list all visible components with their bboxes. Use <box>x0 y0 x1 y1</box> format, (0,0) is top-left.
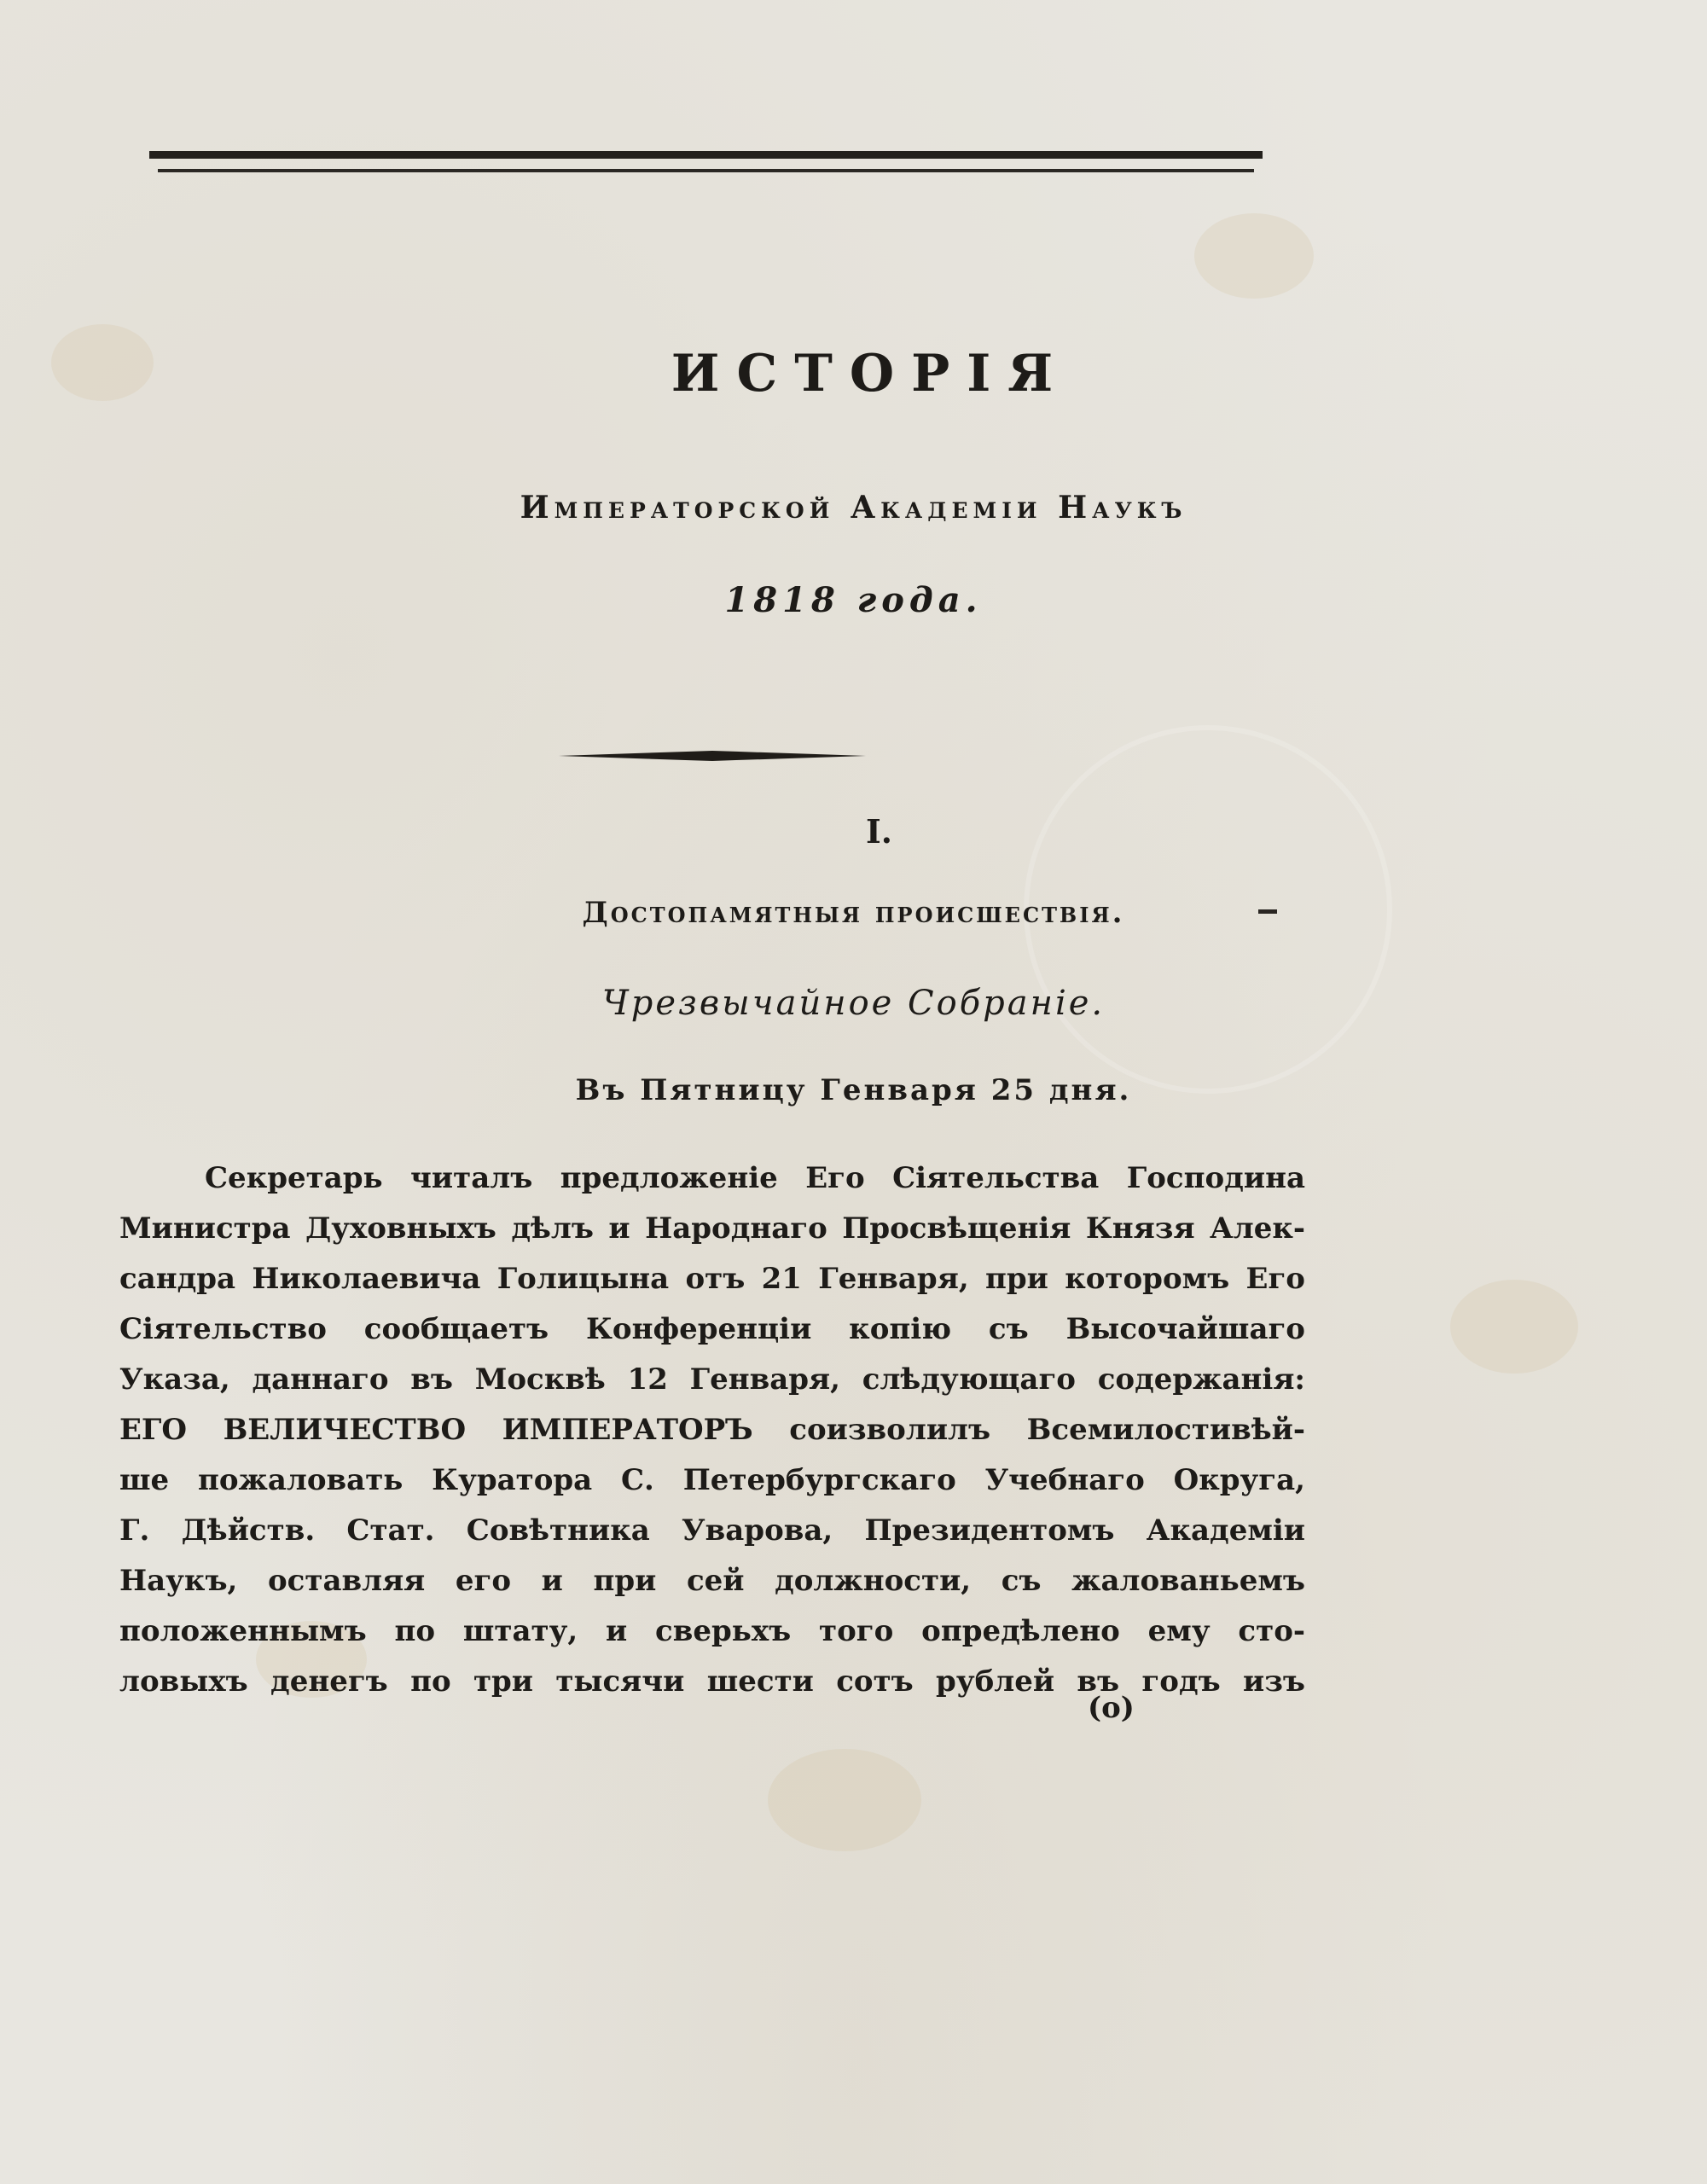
body-line: сандра Николаевича Голицына отъ 21 Генваря, при которомъ Его <box>119 1262 1305 1296</box>
catchword: (о) <box>1088 1691 1135 1725</box>
header-rule-thin <box>158 169 1254 172</box>
body-line: ловыхъ денегъ по три тысячи шести сотъ рублей въ годъ изъ <box>119 1664 1305 1699</box>
body-text <box>119 1153 1305 1707</box>
header-rule-thick <box>149 151 1263 159</box>
body-line: Министра Духовныхъ дѣлъ и Народнаго Просвѣщенія Князя Алек- <box>119 1211 1305 1246</box>
session-title: Чрезвычайное Собраніе. <box>601 984 1106 1023</box>
body-line: Секретарь читалъ предложеніе Его Сіятельства Господина <box>205 1161 1305 1195</box>
foxing-stain <box>768 1749 921 1851</box>
page-title: ИСТОРІЯ <box>671 344 1071 404</box>
margin-dash <box>1258 909 1277 914</box>
foxing-stain <box>1450 1280 1578 1374</box>
body-line: ше пожаловать Куратора С. Петербургскаго Учебнаго Округа, <box>119 1463 1305 1497</box>
foxing-stain <box>1194 213 1314 299</box>
body-line: Указа, даннаго въ Москвѣ 12 Генваря, слѣдующаго содержанія: <box>119 1362 1305 1397</box>
body-line: Г. Дѣйств. Стат. Совѣтника Уварова, Президентомъ Академіи <box>119 1513 1305 1548</box>
session-date: Въ Пятницу Генваря 25 дня. <box>575 1073 1132 1107</box>
ornamental-rule <box>559 751 866 761</box>
section-number: I. <box>865 812 892 851</box>
year-line: 1818 года. <box>724 580 983 620</box>
page-subtitle: Императорской Академіи Наукъ <box>520 490 1187 526</box>
body-line: ЕГО ВЕЛИЧЕСТВО ИМПЕРАТОРЪ соизволилъ Всемилостивѣй- <box>119 1413 1305 1447</box>
section-heading: Достопамятныя происшествія. <box>582 896 1125 930</box>
body-line: Сіятельство сообщаетъ Конференціи копію съ Высочайшаго <box>119 1312 1305 1346</box>
body-line: положеннымъ по штату, и сверьхъ того опредѣлено ему сто- <box>119 1614 1305 1648</box>
body-line: Наукъ, оставляя его и при сей должности, съ жалованьемъ <box>119 1564 1305 1598</box>
